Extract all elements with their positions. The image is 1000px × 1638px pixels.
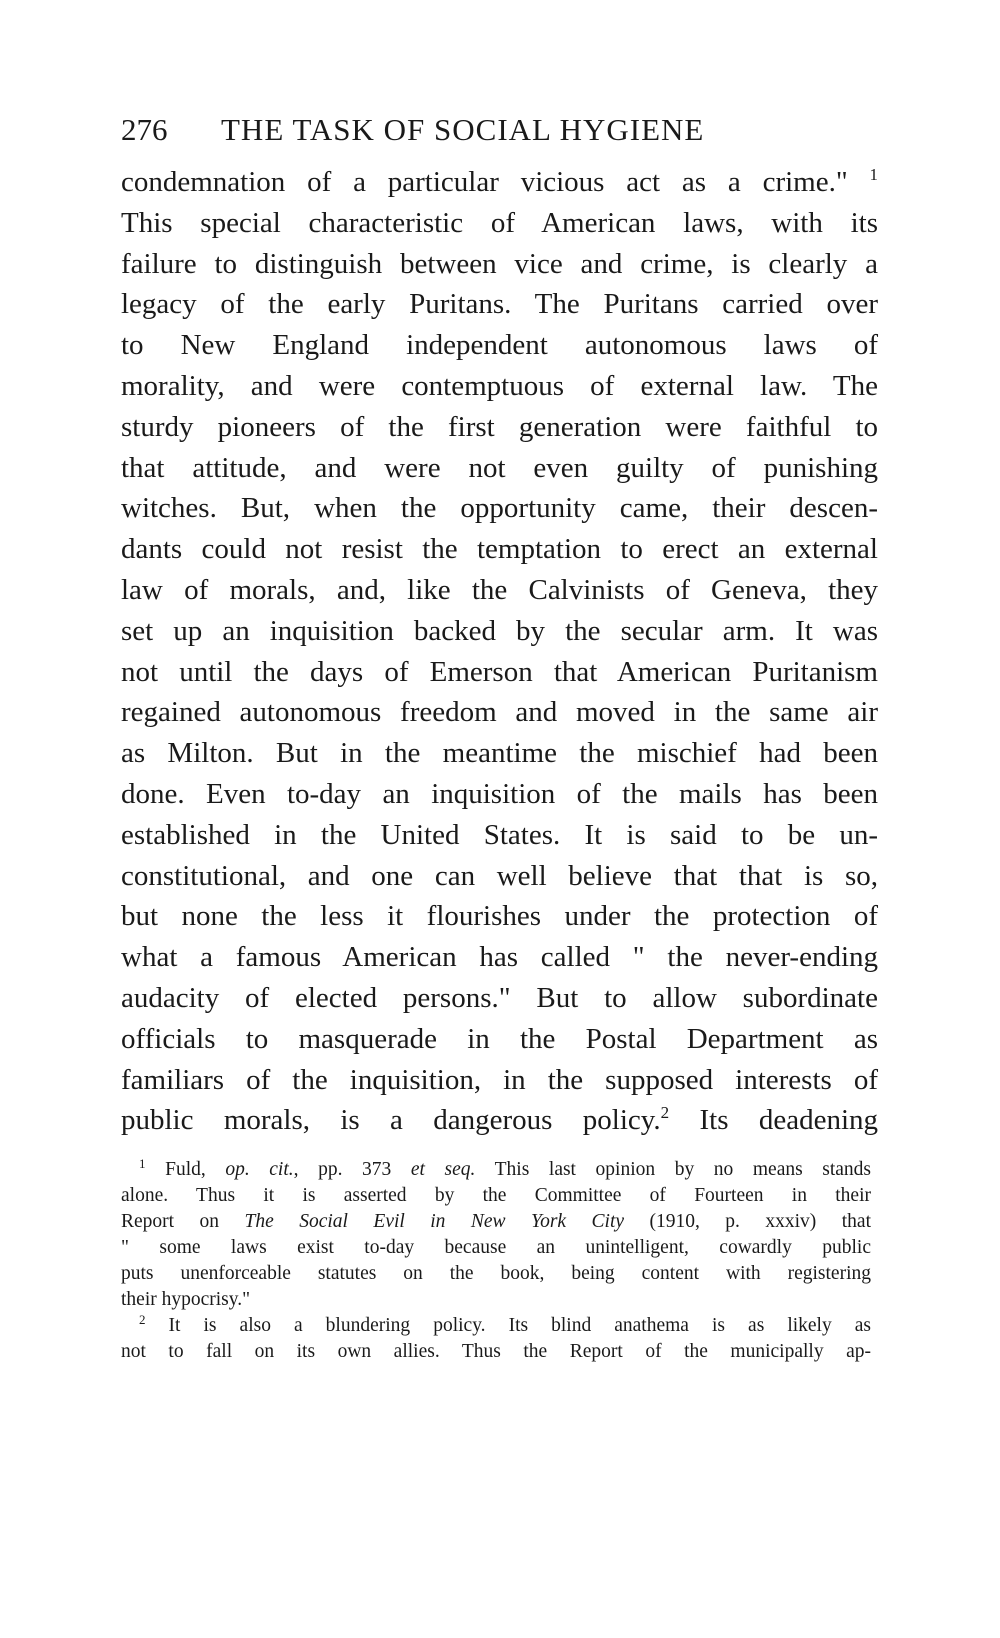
- body-line: that attitude, and were not even guilty of punishing: [121, 451, 878, 484]
- body-line: officials to masquerade in the Postal Department as: [121, 1022, 878, 1055]
- body-line: but none the less it flourishes under the protection of: [121, 900, 878, 933]
- body-line: This special characteristic of American laws, with its: [121, 206, 878, 239]
- body-line: constitutional, and one can well believe that that is so,: [121, 859, 878, 892]
- body-line-text: condemnation of a particular vicious act as a crime.": [121, 166, 848, 198]
- footnote-text: This last opinion by no means stands: [475, 1159, 872, 1180]
- footnote-number: 1: [139, 1156, 146, 1171]
- body-line: what a famous American has called " the never-ending: [121, 941, 878, 974]
- body-line: failure to distinguish between vice and crime, is clearly a: [121, 247, 878, 280]
- footnote-text: Fuld,: [165, 1159, 226, 1180]
- footnote-reference: 2: [660, 1103, 670, 1123]
- body-line: witches. But, when the opportunity came, their descen-: [121, 492, 878, 525]
- page-header: [121, 108, 881, 152]
- footnote-text: It is also a blundering policy. Its blind anathema is as likely as: [168, 1315, 872, 1336]
- footnote-number: 2: [139, 1312, 146, 1327]
- body-line: [121, 1100, 878, 1141]
- footnote-italic-text: op. cit.: [225, 1159, 294, 1180]
- body-line: not until the days of Emerson that American Puritanism: [121, 655, 878, 688]
- body-line: legacy of the early Puritans. The Puritans carried over: [121, 288, 878, 321]
- body-line: [121, 162, 878, 203]
- body-line: to New England independent autonomous laws of: [121, 329, 878, 362]
- footnote-1-line: their hypocrisy.": [121, 1289, 251, 1310]
- footnote-reference: 1: [869, 165, 879, 184]
- footnote-text: Report on: [121, 1211, 245, 1232]
- body-line-text: public morals, is a dangerous policy.: [121, 1104, 661, 1137]
- footnote-1-line: puts unenforceable statutes on the book, being content with registering: [121, 1263, 871, 1284]
- footnote-text: , pp. 373: [293, 1159, 411, 1180]
- body-line: sturdy pioneers of the first generation were faithful to: [121, 410, 878, 443]
- body-line: as Milton. But in the meantime the mischief had been: [121, 737, 878, 770]
- body-line-text: Its deadening: [699, 1104, 878, 1137]
- footnote-1-line: alone. Thus it is asserted by the Committee of Fourteen in their: [121, 1185, 871, 1206]
- footnote-text: (1910, p. xxxiv) that: [624, 1211, 871, 1232]
- body-line: set up an inquisition backed by the secular arm. It was: [121, 614, 878, 647]
- footnote-2-line: not to fall on its own allies. Thus the Report of the municipally ap-: [121, 1341, 871, 1362]
- footnote-italic-text: The Social Evil in New York City: [244, 1211, 625, 1232]
- body-line: law of morals, and, like the Calvinists of Geneva, they: [121, 573, 878, 606]
- page-number: 276: [121, 112, 168, 147]
- body-line: morality, and were contemptuous of external law. The: [121, 369, 878, 402]
- footnotes: [121, 1157, 871, 1365]
- body-line: regained autonomous freedom and moved in the same air: [121, 696, 878, 729]
- body-line: audacity of elected persons." But to allow subordinate: [121, 981, 878, 1014]
- footnote-1-line: [121, 1157, 871, 1183]
- body-line: familiars of the inquisition, in the supposed interests of: [121, 1063, 878, 1096]
- body-line: dants could not resist the temptation to erect an external: [121, 533, 878, 566]
- footnote-1-line: [121, 1209, 871, 1235]
- body-line: established in the United States. It is said to be un-: [121, 818, 878, 851]
- footnote-2-line: [121, 1313, 871, 1339]
- footnote-1-line: " some laws exist to-day because an unintelligent, cowardly public: [121, 1237, 871, 1258]
- footnote-italic-text: et seq.: [410, 1159, 476, 1180]
- running-title: THE TASK OF SOCIAL HYGIENE: [221, 112, 705, 147]
- body-line: done. Even to-day an inquisition of the mails has been: [121, 777, 878, 810]
- body-text: [121, 162, 878, 1141]
